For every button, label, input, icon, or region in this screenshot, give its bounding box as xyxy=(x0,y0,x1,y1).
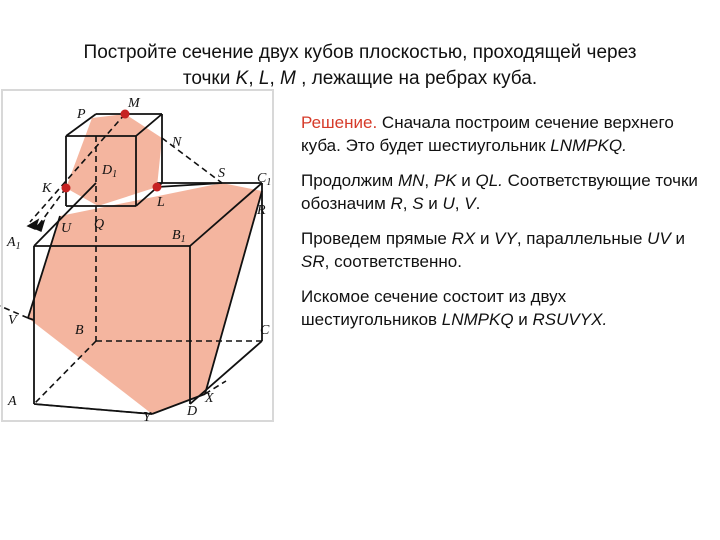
text-run: , соответственно. xyxy=(324,252,462,271)
solution-text xyxy=(301,111,701,343)
label-c1: $C_1$ xyxy=(257,171,272,188)
label-d1: $D_1$ xyxy=(102,163,118,180)
line-name: VY xyxy=(494,229,517,248)
title-prefix: точки xyxy=(182,68,231,89)
title-line-1: Постройте сечение двух кубов плоскостью, проходящей через xyxy=(83,42,637,63)
text-run: и xyxy=(670,229,686,248)
point-name: U xyxy=(442,194,455,213)
title-sep: , xyxy=(269,68,275,89)
cube-diagram xyxy=(0,88,275,423)
text-run: и xyxy=(456,171,476,190)
hexagon-name: LNMPKQ xyxy=(441,310,514,329)
label-c: C xyxy=(260,323,270,338)
text-run: , параллельные xyxy=(516,229,648,248)
label-k: K xyxy=(42,181,52,196)
solution-paragraph-3 xyxy=(301,227,701,273)
task-title xyxy=(20,40,700,92)
label-b: B xyxy=(75,323,84,338)
label-r: R xyxy=(257,203,266,218)
point-name: R xyxy=(390,194,403,213)
text-run: и xyxy=(423,194,443,213)
text-run: и xyxy=(513,310,533,329)
text-run: и xyxy=(475,229,495,248)
point-name: V xyxy=(464,194,476,213)
label-x: X xyxy=(205,391,214,406)
point-name-m: M xyxy=(280,68,296,89)
solution-lead: Решение. xyxy=(301,113,378,132)
text-run: Проведем прямые xyxy=(301,229,452,248)
label-a: A xyxy=(8,394,17,409)
label-b1: $B_1$ xyxy=(172,228,186,245)
text-run: Продолжим xyxy=(301,171,398,190)
label-d: D xyxy=(187,404,198,419)
line-name: PK xyxy=(433,171,457,190)
line-name: SR xyxy=(301,252,325,271)
text-run: , xyxy=(454,194,465,213)
line-name: UV xyxy=(647,229,671,248)
label-p: P xyxy=(77,107,86,122)
title-suffix: , лежащие на ребрах куба. xyxy=(301,68,538,89)
label-m: M xyxy=(128,96,140,111)
hexagon-name: RSUVYX. xyxy=(532,310,608,329)
title-sep: , xyxy=(248,68,254,89)
label-y: Y xyxy=(143,410,151,423)
solution-paragraph-1 xyxy=(301,111,701,157)
hexagon-name: LNMPKQ. xyxy=(550,136,627,155)
solution-paragraph-2 xyxy=(301,169,701,215)
text-run: Соответствующие точки обозначим xyxy=(301,171,698,213)
line-name: MN xyxy=(397,171,425,190)
text-run: . xyxy=(475,194,481,213)
line-name: RX xyxy=(451,229,476,248)
solution-paragraph-4 xyxy=(301,285,701,331)
solution-text-run: Сначала построим сечение верхнего куба. Это будет шестиугольник xyxy=(301,113,674,155)
point-name: S xyxy=(412,194,424,213)
label-u: U xyxy=(61,221,72,236)
label-a1: $A_1$ xyxy=(7,235,21,252)
point-name-l: L xyxy=(258,68,270,89)
label-l: L xyxy=(157,195,165,210)
text-run: Искомое сечение состоит из двух шестиугольников xyxy=(301,287,567,329)
point-k-marker xyxy=(62,184,71,193)
point-l-marker xyxy=(153,183,162,192)
line-name: QL. xyxy=(475,171,503,190)
label-n: N xyxy=(172,135,182,150)
label-s: S xyxy=(218,166,225,181)
point-name-k: K xyxy=(235,68,249,89)
cube-figure xyxy=(0,88,275,423)
label-v: V xyxy=(8,313,17,328)
text-run: , xyxy=(424,171,434,190)
text-run: , xyxy=(402,194,413,213)
label-q: Q xyxy=(94,217,105,232)
